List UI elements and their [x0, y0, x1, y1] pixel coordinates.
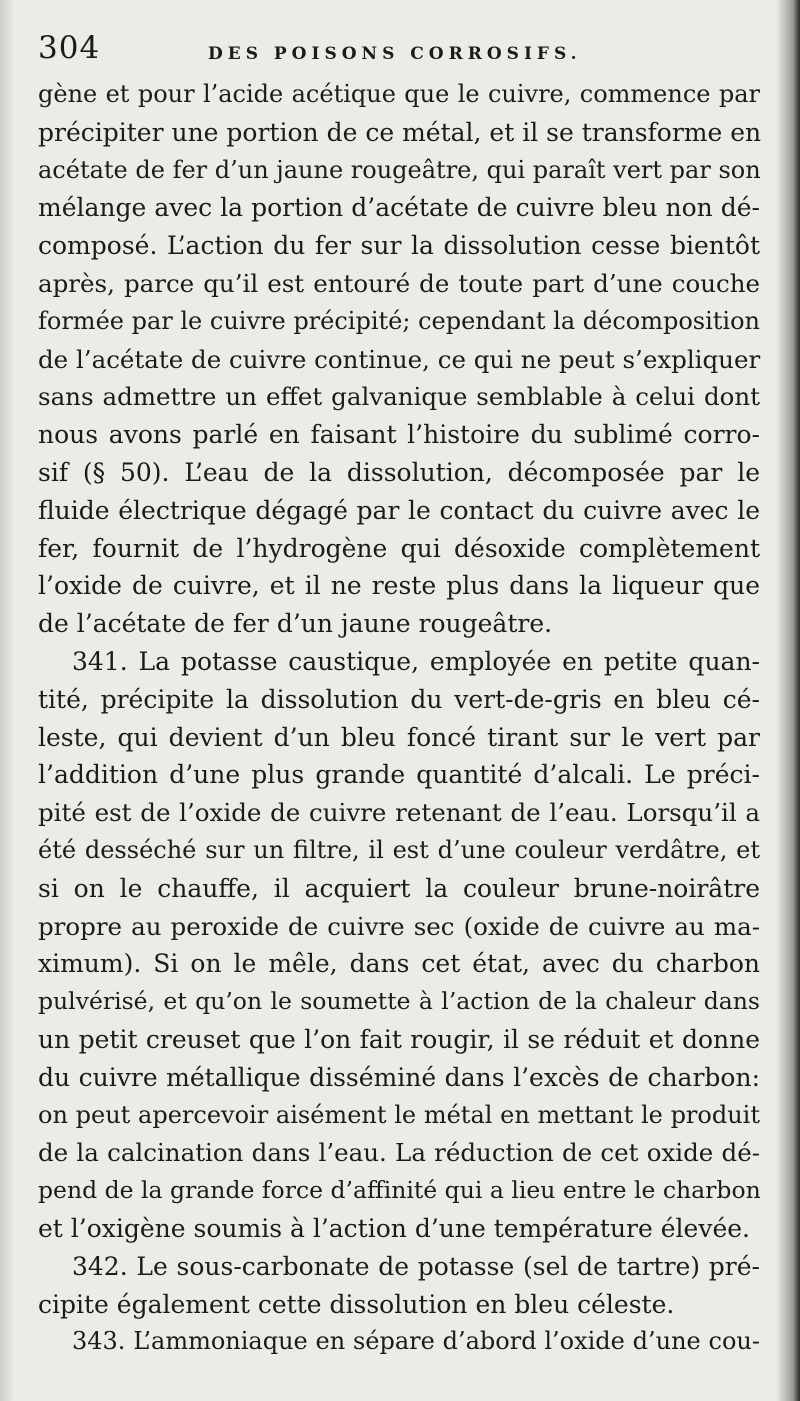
text-line: fluide électrique dégagé par le contact du cuivre avec le	[38, 495, 760, 525]
text-line: gène et pour l’acide acétique que le cuivre, commence par	[38, 80, 760, 108]
text-line: été desséché sur un filtre, il est d’une couleur verdâtre, et	[38, 835, 760, 864]
text-line: si on le chauffe, il acquiert la couleur brune-noirâtre	[38, 873, 760, 903]
text-line: on peut apercevoir aisément le métal en mettant le produit	[38, 1100, 760, 1129]
text-line: cipite également cette dissolution en bleu céleste.	[38, 1289, 675, 1319]
text-line: un petit creuset que l’on fait rougir, il se réduit et donne	[38, 1024, 760, 1054]
text-line: sif (§ 50). L’eau de la dissolution, décomposée par le	[38, 457, 760, 487]
text-line: tité, précipite la dissolution du vert-de-gris en bleu cé-	[38, 684, 760, 714]
text-line: sans admettre un effet galvanique semblable à celui dont	[38, 382, 760, 412]
text-line: 341. La potasse caustique, employée en petite quan-	[72, 646, 760, 676]
text-line: pend de la grande force d’affinité qui a lieu entre le charbon	[38, 1176, 761, 1205]
text-line: nous avons parlé en faisant l’histoire du sublimé corro-	[38, 420, 760, 450]
text-line: l’oxide de cuivre, et il ne reste plus dans la liqueur que	[38, 571, 760, 601]
page-number: 304	[38, 30, 101, 66]
text-line: et l’oxigène soumis à l’action d’une température élevée.	[38, 1213, 750, 1243]
text-line: pulvérisé, et qu’on le soumette à l’action de la chaleur dans	[38, 987, 760, 1016]
text-line: du cuivre métallique disséminé dans l’excès de charbon:	[38, 1062, 760, 1092]
text-line: de l’acétate de cuivre continue, ce qui ne peut s’expliquer	[38, 344, 761, 374]
running-head: DES POISONS CORROSIFS.	[208, 44, 582, 64]
text-line: de la calcination dans l’eau. La réduction de cet oxide dé-	[38, 1138, 760, 1168]
text-line: acétate de fer d’un jaune rougeâtre, qui paraît vert par son	[38, 155, 761, 184]
text-line: 343. L’ammoniaque en sépare d’abord l’oxide d’une cou-	[72, 1327, 760, 1356]
text-line: de l’acétate de fer d’un jaune rougeâtre.	[38, 609, 553, 639]
text-line: mélange avec la portion d’acétate de cuivre bleu non dé-	[38, 193, 760, 223]
text-line: fer, fournit de l’hydrogène qui désoxide complètement	[38, 533, 760, 563]
text-line: formée par le cuivre précipité; cependant la décomposition	[38, 306, 761, 335]
text-line: précipiter une portion de ce métal, et il se transforme en	[38, 117, 762, 147]
text-line: leste, qui devient d’un bleu foncé tirant sur le vert par	[38, 722, 760, 752]
page-body-text	[38, 76, 760, 1361]
page-header	[38, 30, 758, 76]
text-line: pité est de l’oxide de cuivre retenant de l’eau. Lorsqu’il a	[38, 798, 760, 828]
text-line: après, parce qu’il est entouré de toute part d’une couche	[38, 268, 760, 298]
text-line: composé. L’action du fer sur la dissolution cesse bientôt	[38, 231, 760, 261]
text-line: ximum). Si on le mêle, dans cet état, avec du charbon	[38, 949, 760, 979]
text-line: 342. Le sous-carbonate de potasse (sel de tartre) pré-	[72, 1251, 760, 1281]
text-line: propre au peroxide de cuivre sec (oxide de cuivre au ma-	[38, 911, 760, 941]
text-line: l’addition d’une plus grande quantité d’alcali. Le préci-	[38, 760, 760, 790]
